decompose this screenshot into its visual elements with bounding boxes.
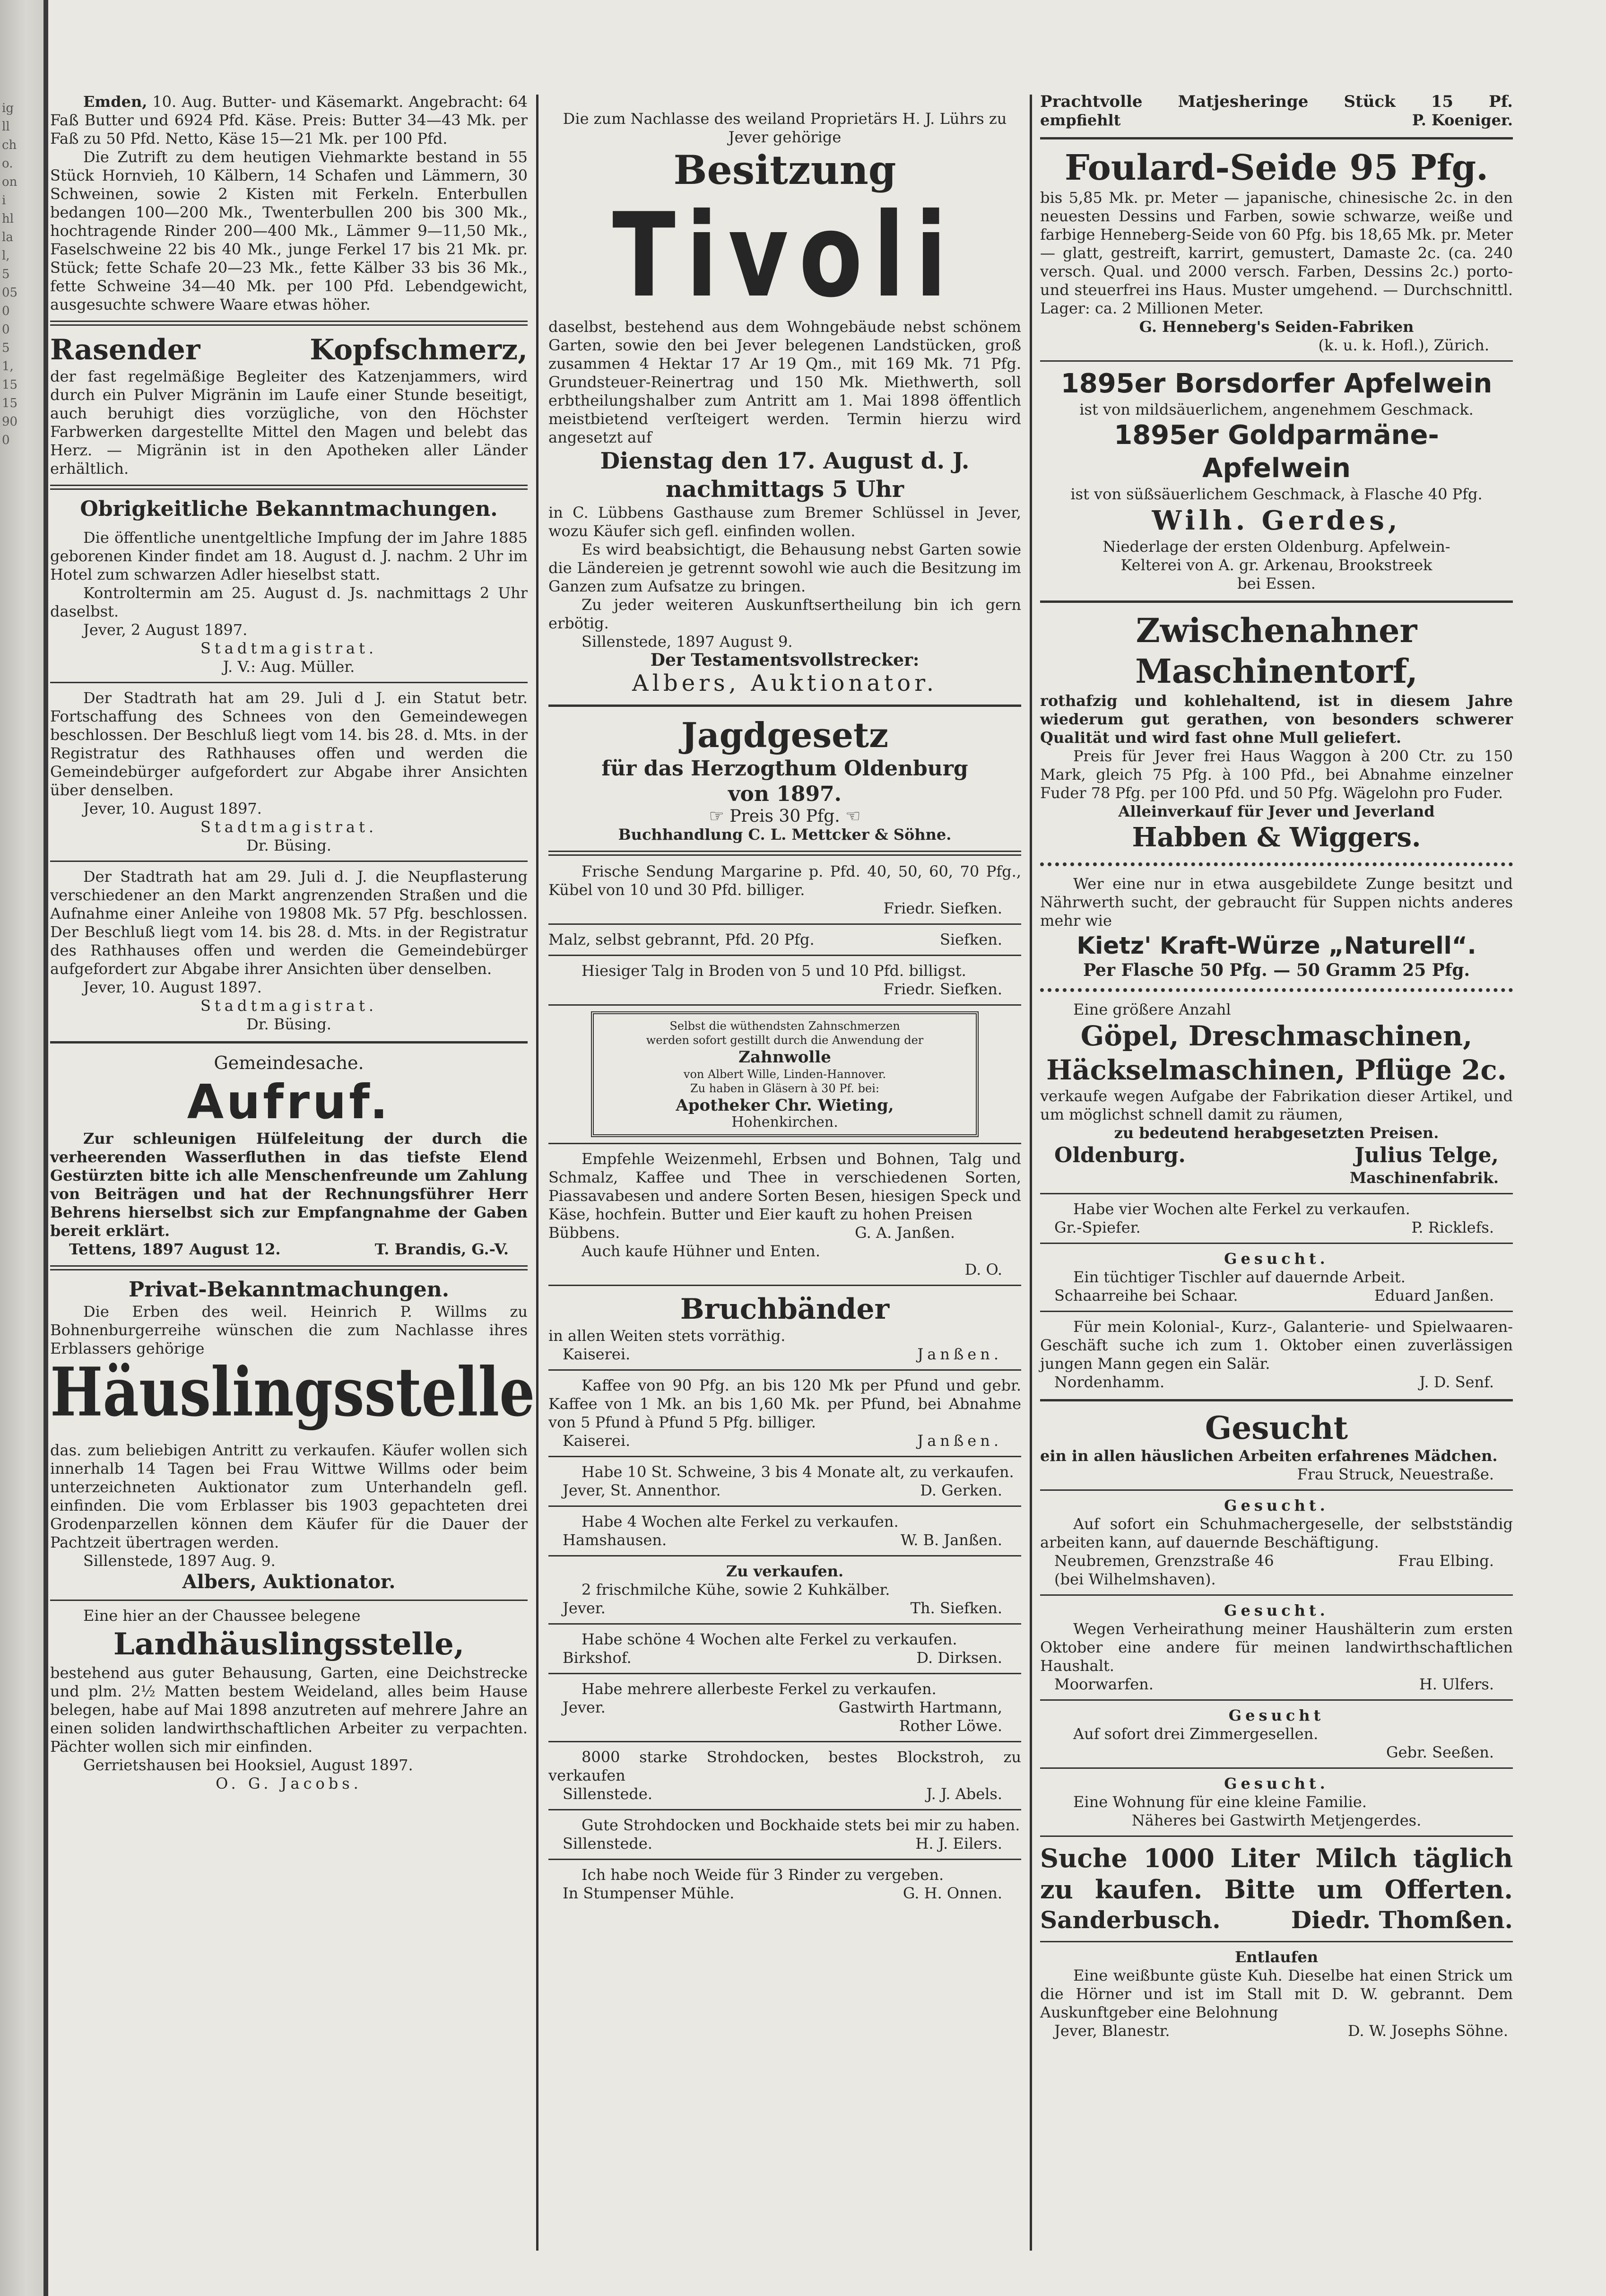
weizen-place: Bübbens. — [548, 1224, 620, 1242]
huehner-text: Auch kaufe Hühner und Enten. — [582, 1242, 821, 1260]
notice-date: Jever, 10. August 1897. — [83, 978, 262, 996]
kuehe-place: Jever. — [563, 1599, 606, 1617]
ferkel2-signature: D. Dirksen. — [916, 1649, 1002, 1667]
bock-signature: H. J. Eilers. — [915, 1835, 1002, 1852]
weizenmehl-ad — [548, 1150, 1021, 1279]
divider — [548, 1456, 1021, 1457]
margin-fragment: 15 — [2, 378, 18, 392]
tivoli-time: nachmittags 5 Uhr — [665, 476, 904, 503]
torf-sale: Alleinverkauf für Jever und Jeverland — [1118, 802, 1435, 820]
foulard-firm: G. Henneberg's Seiden-Fabriken — [1139, 318, 1414, 336]
tivoli-place: in C. Lübbens Gasthause zum Bremer Schlüssel in Jever, wozu Käufer sich gefl. einfinden wollen. — [548, 504, 1021, 540]
entl-place: Jever, Blanestr. — [1054, 2022, 1170, 2040]
ferkel3-text: Habe mehrere allerbeste Ferkel zu verkaufen. — [582, 1680, 937, 1698]
kietz-title: Kietz' Kraft-Würze „Naturell“. — [1076, 932, 1476, 959]
aufruf-text: Zur schleunigen Hülfeleitung der durch die verheerenden Wasserfluthen in das tiefste Elend Gestürzten bitte ich alle Menschenfreunde um Zahlung von Beiträgen und hat der Rechnungsführer Herr Behrens hierselbst sich zur Empfangnahme der Gaben bereit erklärt. — [50, 1130, 528, 1240]
ferkel1-text: Habe 4 Wochen alte Ferkel zu verkaufen. — [582, 1513, 899, 1531]
tivoli-info: Zu jeder weiteren Auskunftsertheilung bin ich gern erbötig. — [548, 596, 1021, 632]
rath-notice-1: Der Stadtrath hat am 29. Juli d J. ein Statut betr. Fortschaffung des Schnees von den Gemeindewegen beschlossen. Der Beschluß liegt vom 14. bis 28. d. Mts. in der Registratur des Rathhauses offen und werden die Gemeindebürger aufgefordert zur Abgabe ihrer Ansichten über denselben. — [50, 689, 528, 799]
kopfschmerz-title: Rasender Kopfschmerz, — [50, 333, 528, 366]
schweine-place: Jever, St. Annenthor. — [563, 1481, 721, 1499]
aufruf-appeal — [50, 1051, 528, 1259]
weide-text: Ich habe noch Weide für 3 Rinder zu vergeben. — [582, 1866, 944, 1884]
ferkel-text: Habe vier Wochen alte Ferkel zu verkaufen. — [1073, 1200, 1410, 1218]
tischler-wanted — [1040, 1250, 1513, 1305]
bruch-signature: Janßen. — [917, 1345, 1002, 1363]
gemeinde-label: Gemeindesache. — [214, 1052, 364, 1073]
zahn-line-2: werden sofort gestillt durch die Anwendung der — [646, 1034, 924, 1047]
weizen-text: Empfehle Weizenmehl, Erbsen und Bohnen, Talg und Schmalz, Kaffee und Thee in verschiedenen Sorten, Piassavabesen und andere Sorten Besen, hiesigen Speck und Käse, hochfein. Butter und Eier kauft zu hohen Preisen — [548, 1150, 1021, 1223]
borsdorfer-title: 1895er Borsdorfer Apfelwein — [1060, 368, 1493, 399]
weide-ad — [548, 1866, 1021, 1903]
divider — [548, 1004, 1021, 1006]
pointing-hand-icon: ☞ — [709, 807, 730, 826]
ferkel-ad-3 — [548, 1680, 1021, 1735]
stroh-ad — [548, 1748, 1021, 1803]
weizen-signature: G. A. Janßen. — [855, 1224, 955, 1242]
malz-signature: Siefken. — [939, 931, 1002, 948]
ferkel-ad-col3 — [1040, 1200, 1513, 1237]
margin-fragment: on — [2, 175, 17, 189]
divider — [548, 1809, 1021, 1810]
notice-date: Jever, 10. August 1897. — [83, 800, 262, 818]
rath-notice-2: Der Stadtrath hat am 29. Juli d. J. die Neupflasterung verschiedener an den Markt angrenzenden Straßen und die Aufnahme einer Anleihe von 19808 Mk. 57 Pfg. beschlossen. Der Beschluß liegt vom 14. bis 28. d. Mts. in der Registratur des Rathhauses offen und werden die Gemeindebürger aufgefordert zur Abgabe ihrer Ansichten über denselben. — [50, 868, 528, 978]
maschinentorf-ad — [1040, 610, 1513, 854]
aufruf-signature: T. Brandis, G.-V. — [374, 1240, 509, 1258]
entl-signature: D. W. Josephs Söhne. — [1347, 2022, 1508, 2040]
zahn-town: Hohenkirchen. — [731, 1114, 838, 1131]
column-2 — [548, 93, 1021, 1903]
kuehe-text: 2 frischmilche Kühe, sowie 2 Kuhkälber. — [582, 1581, 890, 1599]
ferkel3-place: Jever. — [563, 1698, 606, 1716]
tivoli-plan: Es wird beabsichtigt, die Behausung nebst Garten sowie die Ländereien je getrennt sowohl wie auch die Besitzung im Ganzen zum Aufsatze zu bringen. — [548, 540, 1021, 595]
impf-text: Die öffentliche unentgeltliche Impfung der im Jahre 1885 geborenen Kinder findet am 18. August d. J. nachm. 2 Uhr im Hotel zum schwarzen Adler hieselbst statt. — [50, 529, 528, 583]
notice-signer: J. V.: Aug. Müller. — [223, 658, 355, 676]
emden-cattle-text: Die Zutrift zu dem heutigen Viehmarkte bestand in 55 Stück Hornvieh, 10 Kälbern, 14 Schafen und Lämmern, 30 Schweinen, sowie 2 Kisten mit Ferkeln. Enterbullen bedangen 100—200 Mk., Twenterbullen 200 bis 300 Mk., hochtragende Rinder 200—400 Mk., Lämmer 9—11,50 Mk., Faselschweine 22 bis 40 Mk., junge Ferkel 17 bis 21 Mk. pr. Stück; fette Schafe 20—23 Mk., fette Kälber 33 bis 36 Mk., fette Schweine 34—40 Mk. per 100 Pfd. Lebendgewicht, ausgesuchte schwere Waare etwas höher. — [50, 148, 528, 313]
land-title: Landhäuslingsstelle, — [113, 1626, 465, 1662]
tivoli-auction — [548, 93, 1021, 697]
divider — [1040, 1243, 1513, 1244]
willms-intro: Die Erben des weil. Heinrich P. Willms zu Bohnenburgerreihe wünschen die zum Nachlasse ihres Erblassers gehörige — [50, 1303, 528, 1357]
zahnwolle-ad — [591, 1011, 979, 1137]
foulard-firm-location: (k. u. k. Hofl.), Zürich. — [1318, 336, 1489, 354]
margin-fragment: ig — [2, 101, 14, 115]
milch-signature: Diedr. Thomßen. — [1291, 1906, 1513, 1934]
kaffee-text: Kaffee von 90 Pfg. an bis 120 Mk per Pfund und gebr. Kaffee von 1 Mk. an bis 1,60 Mk. per Pfund, bei Abnahme von 5 Pfund à Pfund 5 Pfg. billiger. — [548, 1376, 1021, 1431]
divider — [548, 1673, 1021, 1674]
g1-title: Gesucht. — [1224, 1250, 1329, 1268]
margin-fragment: o. — [2, 157, 13, 171]
margin-fragment: 0 — [2, 322, 10, 337]
divider — [50, 321, 528, 326]
margin-fragment: la — [2, 230, 13, 244]
divider — [548, 1505, 1021, 1507]
margin-fragment: ll — [2, 120, 10, 134]
notice-date: Jever, 2 August 1897. — [83, 621, 248, 639]
ferkel-ad-1 — [548, 1513, 1021, 1549]
ferkel1-signature: W. B. Janßen. — [900, 1531, 1002, 1549]
kietz-text: Wer eine nur in etwa ausgebildete Zunge besitzt und Nährwerth sucht, der gebraucht für Suppen nichts anderes mehr wie — [1040, 875, 1513, 930]
kuehe-ad — [548, 1562, 1021, 1618]
wohnung-wanted — [1040, 1774, 1513, 1830]
gerdes-firm: Wilh. Gerdes, — [1152, 505, 1401, 536]
maedchen-wanted — [1040, 1409, 1513, 1484]
goepel-title-1: Göpel, Dreschmaschinen, — [1080, 1020, 1473, 1052]
kuehe-title: Zu verkaufen. — [726, 1562, 844, 1580]
ferkel-signature: P. Ricklefs. — [1411, 1218, 1494, 1236]
ferkel3-inn: Rother Löwe. — [899, 1717, 1002, 1735]
tivoli-signature: Albers, Auktionator. — [632, 670, 938, 696]
torf-title-2: Maschinentorf, — [1135, 652, 1418, 691]
borsdorfer-desc: ist von mildsäuerlichem, angenehmem Geschmack. — [1079, 400, 1474, 418]
ferkel1-place: Hamshausen. — [563, 1531, 667, 1549]
schweine-signature: D. Gerken. — [920, 1481, 1002, 1499]
schuhmacher-wanted — [1040, 1496, 1513, 1589]
divider — [1040, 1594, 1513, 1596]
g2-signature: Frau Struck, Neuestraße. — [1297, 1465, 1494, 1483]
gerdes-line-1: Niederlage der ersten Oldenburg. Apfelwein- — [1102, 538, 1450, 556]
emden-text: 10. Aug. Butter- und Käsemarkt. Angebracht: 64 Faß Butter und 6924 Pfd. Käse. Preis: Butter 34—43 Mk. per Faß zu 50 Pfd. Netto, Käse 15—21 Mk. per 100 Pfd. — [50, 93, 528, 148]
divider — [1040, 360, 1513, 362]
kolonial-signature: J. D. Senf. — [1419, 1373, 1494, 1391]
torf-price: Preis für Jever frei Haus Waggon à 200 Ctr. zu 150 Mark, gleich 75 Pfg. à 100 Pfd., bei Abnahme einzelner Fuder 78 Pfg. per 100 Pfd. und 50 Pfg. Wägelohn pro Fuder. — [1040, 747, 1513, 802]
land-signature: O. G. Jacobs. — [216, 1774, 362, 1792]
pointing-hand-icon: ☜ — [840, 807, 861, 826]
kopfschmerz-text: der fast regelmäßige Begleiter des Katzenjammers, wird durch ein Pulver Migränin im Laufe einer Stunde beseitigt, auch beruhigt dies vorzügliche, von den Höchster Farbwerken dargestellte Mittel den Magen und belebt das Herz. — Migränin ist in den Apotheken aller Länder erhältlich. — [50, 367, 528, 478]
margarine-text: Frische Sendung Margarine p. Pfd. 40, 50, 60, 70 Pfg., Kübel von 10 und 30 Pfd. billiger. — [548, 862, 1021, 899]
zahn-product: Zahnwolle — [738, 1048, 831, 1067]
jagd-price — [548, 807, 1021, 826]
talg-ad — [548, 962, 1021, 999]
kopfschmerz-ad — [50, 332, 528, 478]
g3-place: Neubremen, Grenzstraße 46 — [1054, 1552, 1274, 1570]
aufruf-title: Aufruf. — [187, 1074, 391, 1130]
g6-contact: Näheres bei Gastwirth Metjengerdes. — [1131, 1811, 1422, 1829]
land-intro: Eine hier an der Chaussee belegene — [83, 1607, 361, 1625]
g2-title: Gesucht — [1205, 1409, 1348, 1446]
kaffee-place: Kaiserei. — [563, 1432, 631, 1450]
jagd-shop: Buchhandlung C. L. Mettcker & Söhne. — [618, 826, 952, 844]
g3-signature: Frau Elbing. — [1398, 1552, 1494, 1570]
goepel-ad — [1040, 1000, 1513, 1187]
divider — [1040, 1699, 1513, 1701]
matjes-ad — [1040, 93, 1513, 130]
goldparmaene-desc: ist von süßsäuerlichem Geschmack, à Flasche 40 Pfg. — [1070, 485, 1483, 503]
schweine-ad — [548, 1463, 1021, 1500]
talg-signature: Friedr. Siefken. — [883, 980, 1002, 998]
margin-fragment: 0 — [2, 304, 10, 318]
margarine-ad — [548, 862, 1021, 918]
kaffee-ad — [548, 1376, 1021, 1450]
column-separator — [536, 95, 538, 2251]
jagd-subtitle: für das Herzogthum Oldenburg — [601, 757, 968, 781]
bock-place: Sillenstede. — [563, 1835, 652, 1852]
matjes-signature: P. Koeniger. — [1412, 111, 1513, 129]
margin-fragment: 5 — [2, 341, 10, 355]
official-title: Obrigkeitliche Bekanntmachungen. — [80, 497, 498, 521]
kolonial-place: Nordenhamm. — [1054, 1373, 1165, 1391]
private-title: Privat-Bekanntmachungen. — [128, 1278, 450, 1302]
ornamental-divider — [1040, 862, 1513, 866]
g3-place-2: (bei Wilhelmshaven). — [1054, 1570, 1216, 1588]
kolonial-wanted — [1040, 1318, 1513, 1392]
g4-place: Moorwarfen. — [1054, 1675, 1154, 1693]
notice-signature: Stadtmagistrat. — [200, 639, 378, 657]
goepel-price: zu bedeutend herabgesetzten Preisen. — [1114, 1124, 1439, 1142]
ornamental-divider — [1040, 988, 1513, 992]
stroh-text: 8000 starke Strohdocken, bestes Blockstroh, zu verkaufen — [548, 1748, 1021, 1784]
g5-title: Gesucht — [1228, 1706, 1325, 1724]
talg-text: Hiesiger Talg in Broden von 5 und 10 Pfd. billigst. — [582, 962, 966, 980]
column-separator — [1030, 95, 1032, 2251]
column-1 — [50, 93, 535, 1793]
divider — [1040, 137, 1513, 139]
notice-signature: Stadtmagistrat. — [200, 997, 378, 1015]
margin-fragment: hl — [2, 212, 14, 226]
divider — [1040, 1193, 1513, 1194]
haeuslingsstelle-signature: Albers, Auktionator. — [182, 1571, 396, 1593]
ferkel-ad-2 — [548, 1630, 1021, 1667]
margarine-signature: Friedr. Siefken. — [883, 899, 1002, 917]
zimmergesellen-wanted — [1040, 1706, 1513, 1762]
notice-signer: Dr. Büsing. — [246, 1015, 331, 1033]
tivoli-intro: Die zum Nachlasse des weiland Proprietärs H. J. Lührs zu Jever gehörige — [563, 110, 1007, 146]
goldparmaene-title: 1895er Goldparmäne-Apfelwein — [1114, 420, 1439, 484]
margin-fragment: 90 — [2, 415, 18, 429]
g1-signature: Eduard Janßen. — [1374, 1287, 1494, 1305]
notice-signer: Dr. Büsing. — [246, 836, 331, 854]
divider — [1040, 1767, 1513, 1769]
entlaufen-notice — [1040, 1948, 1513, 2040]
divider — [1040, 1835, 1513, 1837]
page-edge — [43, 0, 48, 2296]
divider — [548, 1741, 1021, 1742]
tivoli-role: Der Testamentsvollstrecker: — [650, 650, 920, 670]
tivoli-sign-date: Sillenstede, 1897 August 9. — [582, 633, 793, 651]
divider — [1040, 1311, 1513, 1312]
zahn-availability: Zu haben in Gläsern à 30 Pf. bei: — [690, 1082, 880, 1095]
g1-place: Schaarreihe bei Schaar. — [1054, 1287, 1238, 1305]
jagd-title: Jagdgesetz — [681, 715, 889, 755]
entl-text: Eine weißbunte güste Kuh. Dieselbe hat einen Strick um die Hörner und ist im Stall mit D. W. gebrannt. Dem Auskunftgeber eine Belohnung — [1040, 1966, 1513, 2021]
divider — [1040, 600, 1513, 603]
land-text: bestehend aus guter Behausung, Garten, eine Deichstrecke und plm. 2½ Matten bestem Weideland, alles beim Hause belegen, habe auf Mai 1898 anzutreten auf mehrere Jahre an einen soliden landwirthschaftlichen Arbeiter zu verpachten. Pächter wollen sich mir einfinden. — [50, 1664, 528, 1756]
previous-page-fragments — [2, 99, 18, 450]
torf-quality: rothafzig und kohlehaltend, ist in diesem Jahre wiederum gut gerathen, von besonders schwerer Qualität und wird fast ohne Mull geliefert. — [1040, 692, 1513, 747]
goepel-intro: Eine größere Anzahl — [1073, 1000, 1231, 1018]
haeuslingsstelle-text: das. zum beliebigen Antritt zu verkaufen. Käufer wollen sich innerhalb 14 Tagen bei Frau Wittwe Willms oder beim unterzeichneten Auktionator zum Unterhandeln gefl. einfinden. Die vom Erblasser bis 1903 gepachteten drei Grodenparzellen können dem Käufer für die Dauer der Pachtzeit übertragen werden. — [50, 1441, 528, 1551]
column-3 — [1040, 93, 1513, 2040]
malz-text: Malz, selbst gebrannt, Pfd. 20 Pfg. — [548, 931, 815, 948]
weide-place: In Stumpenser Mühle. — [563, 1884, 735, 1902]
bruch-text: in allen Weiten stets vorräthig. — [548, 1327, 786, 1345]
zahn-maker: von Albert Wille, Linden-Hannover. — [683, 1068, 886, 1081]
goepel-firm: Julius Telge, — [1354, 1143, 1499, 1167]
margin-fragment: ch — [2, 138, 17, 152]
milch-text: Suche 1000 Liter Milch täglich zu kaufen. Bitte um Offerten. — [1040, 1843, 1513, 1905]
tivoli-text: daselbst, bestehend aus dem Wohngebäude nebst schönem Garten, sowie den bei Jever belegenen Landstücken, groß zusammen 4 Hektar 17 Ar 19 Qm., mit 169 Mk. 71 Pfg. Grundsteuer-Reinertrag und 150 Mk. Miethwerth, soll erbtheilungshalber zum Antritt am 1. Mai 1898 öffentlich meistbietend verſteigert werden. Termin hierzu wird angesetzt auf — [548, 318, 1021, 446]
stroh-signature: J. J. Abels. — [926, 1785, 1002, 1803]
divider — [548, 955, 1021, 956]
stroh-place: Sillenstede. — [563, 1785, 652, 1803]
g6-title: Gesucht. — [1224, 1774, 1329, 1792]
schweine-text: Habe 10 St. Schweine, 3 bis 4 Monate alt, zu verkaufen. — [582, 1463, 1014, 1481]
divider — [50, 682, 528, 683]
margin-fragment: l, — [2, 249, 10, 263]
g2-text: ein in allen häuslichen Arbeiten erfahrenes Mädchen. — [1040, 1447, 1498, 1465]
divider — [1040, 1941, 1513, 1942]
divider — [548, 1555, 1021, 1557]
bockhaide-ad — [548, 1816, 1021, 1853]
bruch-place: Kaiserei. — [563, 1345, 631, 1363]
divider — [548, 1285, 1021, 1286]
divider — [548, 1623, 1021, 1625]
divider — [548, 704, 1021, 707]
jagd-year: von 1897. — [728, 782, 842, 806]
margin-fragment: 05 — [2, 286, 18, 300]
g5-text: Auf sofort drei Zimmergesellen. — [1073, 1725, 1319, 1743]
ferkel3-signature: Gastwirth Hartmann, — [838, 1698, 1002, 1716]
zahn-line-1: Selbst die wüthendsten Zahnschmerzen — [669, 1019, 900, 1033]
g5-signature: Gebr. Seeßen. — [1386, 1743, 1494, 1761]
g4-signature: H. Ulfers. — [1419, 1675, 1494, 1693]
haeuslingsstelle-title: Häuslingsstelle — [50, 1352, 535, 1432]
zahn-pharmacy: Apotheker Chr. Wieting, — [676, 1096, 894, 1115]
haushaelterin-wanted — [1040, 1601, 1513, 1694]
landhaeuslingsstelle-ad — [50, 1607, 528, 1793]
margin-fragment: 5 — [2, 267, 10, 281]
goepel-text: verkaufe wegen Aufgabe der Fabrikation dieser Artikel, und um möglichst schnell damit zu räumen, — [1040, 1087, 1513, 1123]
previous-page-margin — [0, 0, 43, 2296]
emden-market-report — [50, 93, 528, 314]
divider — [548, 923, 1021, 925]
jagd-price-text: Preis 30 Pfg. — [729, 807, 840, 826]
goepel-title-2: Häckselmaschinen, Pflüge 2c. — [1046, 1054, 1507, 1086]
ferkel2-place: Birkshof. — [563, 1649, 632, 1667]
g1-text: Ein tüchtiger Tischler auf dauernde Arbeit. — [1073, 1268, 1406, 1286]
kaffee-signature: Janßen. — [917, 1432, 1002, 1450]
divider — [548, 1369, 1021, 1371]
notice-signature: Stadtmagistrat. — [200, 818, 378, 836]
divider — [50, 1265, 528, 1270]
haeuslingsstelle-date: Sillenstede, 1897 Aug. 9. — [83, 1552, 276, 1570]
divider — [50, 485, 528, 490]
divider — [548, 1859, 1021, 1860]
land-date: Gerrietshausen bei Hooksiel, August 1897. — [83, 1756, 413, 1774]
ferkel2-text: Habe schöne 4 Wochen alte Ferkel zu verkaufen. — [582, 1630, 957, 1648]
torf-title-1: Zwischenahner — [1136, 611, 1417, 650]
tivoli-besitzung: Besitzung — [673, 147, 896, 193]
divider — [50, 1041, 528, 1044]
entl-title: Entlaufen — [1235, 1948, 1318, 1966]
margin-fragment: 0 — [2, 433, 10, 447]
g3-title: Gesucht. — [1224, 1496, 1329, 1514]
ferkel-place: Gr.-Spiefer. — [1054, 1218, 1141, 1236]
tivoli-date: Dienstag den 17. August d. J. — [600, 448, 970, 474]
aufruf-date: Tettens, 1897 August 12. — [69, 1240, 281, 1258]
foulard-ad — [1040, 147, 1513, 355]
kolonial-text: Für mein Kolonial-, Kurz-, Galanterie- und Spielwaaren-Geschäft suche ich zum 1. Oktober einen zuverlässigen jungen Mann gegen ein Salär. — [1040, 1318, 1513, 1373]
divider — [1040, 1399, 1513, 1401]
margin-fragment: 15 — [2, 396, 18, 410]
margin-fragment: i — [2, 193, 6, 208]
bruchbaender-ad — [548, 1292, 1021, 1364]
official-notices — [50, 496, 528, 1034]
matjes-text: Prachtvolle Matjesheringe Stück 15 Pf. — [1040, 92, 1513, 111]
malz-ad — [548, 931, 1021, 949]
kuehe-signature: Th. Siefken. — [910, 1599, 1002, 1617]
divider — [548, 1143, 1021, 1144]
divider — [50, 1600, 528, 1601]
foulard-title: Foulard-Seide 95 Pfg. — [1064, 148, 1489, 188]
private-notices — [50, 1277, 535, 1594]
divider — [1040, 1489, 1513, 1491]
divider — [548, 851, 1021, 856]
milch-place: Sanderbusch. — [1040, 1906, 1221, 1934]
milch-wanted — [1040, 1843, 1513, 1935]
bock-text: Gute Strohdocken und Bockhaide stets bei mir zu haben. — [582, 1816, 1020, 1834]
g3-text: Auf sofort ein Schuhmachergeselle, der selbstständig arbeiten kann, auf dauernde Beschäftigung. — [1040, 1515, 1513, 1551]
foulard-text: bis 5,85 Mk. pr. Meter — japanische, chinesische 2c. in den neuesten Dessins und Farben, sowie schwarze, weiße und farbige Henneberg-Seide von 60 Pfg. bis 18,65 Mk. pr. Meter — glatt, gestreift, karrirt, gemustert, Damaste 2c. (ca. 240 versch. Qual. und 2000 versch. Farben, Dessins 2c.) porto- und steuerfrei ins Haus. Muster umgehend. — Durchschnittl. Lager: ca. 2 Millionen Meter. — [1040, 189, 1513, 317]
goepel-firm-type: Maschinenfabrik. — [1349, 1169, 1499, 1187]
goepel-city: Oldenburg. — [1054, 1143, 1186, 1167]
divider — [50, 861, 528, 862]
apfelwein-ad — [1040, 367, 1513, 593]
g4-text: Wegen Verheirathung meiner Haushälterin zum ersten Oktober eine andere für meinen landwirthschaftlichen Haushalt. — [1040, 1620, 1513, 1675]
bruch-title: Bruchbänder — [680, 1293, 890, 1326]
gerdes-line-2: Kelterei von A. gr. Arkenau, Brookstreek — [1120, 556, 1432, 574]
kontrol-text: Kontroltermin am 25. August d. Js. nachmittags 2 Uhr daselbst. — [50, 584, 528, 620]
kietz-price: Per Flasche 50 Pfg. — 50 Gramm 25 Pfg. — [1083, 960, 1470, 980]
g6-text: Eine Wohnung für eine kleine Familie. — [1073, 1793, 1367, 1811]
emden-lead: Emden, — [83, 93, 148, 111]
weide-signature: G. H. Onnen. — [903, 1884, 1002, 1902]
g4-title: Gesucht. — [1224, 1601, 1329, 1619]
kietz-ad — [1040, 875, 1513, 980]
torf-firm: Habben & Wiggers. — [1132, 822, 1421, 853]
margin-fragment: 1, — [2, 359, 14, 374]
jagdgesetz-ad — [548, 714, 1021, 844]
gerdes-line-3: bei Essen. — [1237, 574, 1316, 592]
tivoli-name: Tivoli — [612, 188, 957, 323]
matjes-empfiehlt: empfiehlt — [1040, 111, 1121, 129]
huehner-signature: D. O. — [964, 1261, 1002, 1278]
